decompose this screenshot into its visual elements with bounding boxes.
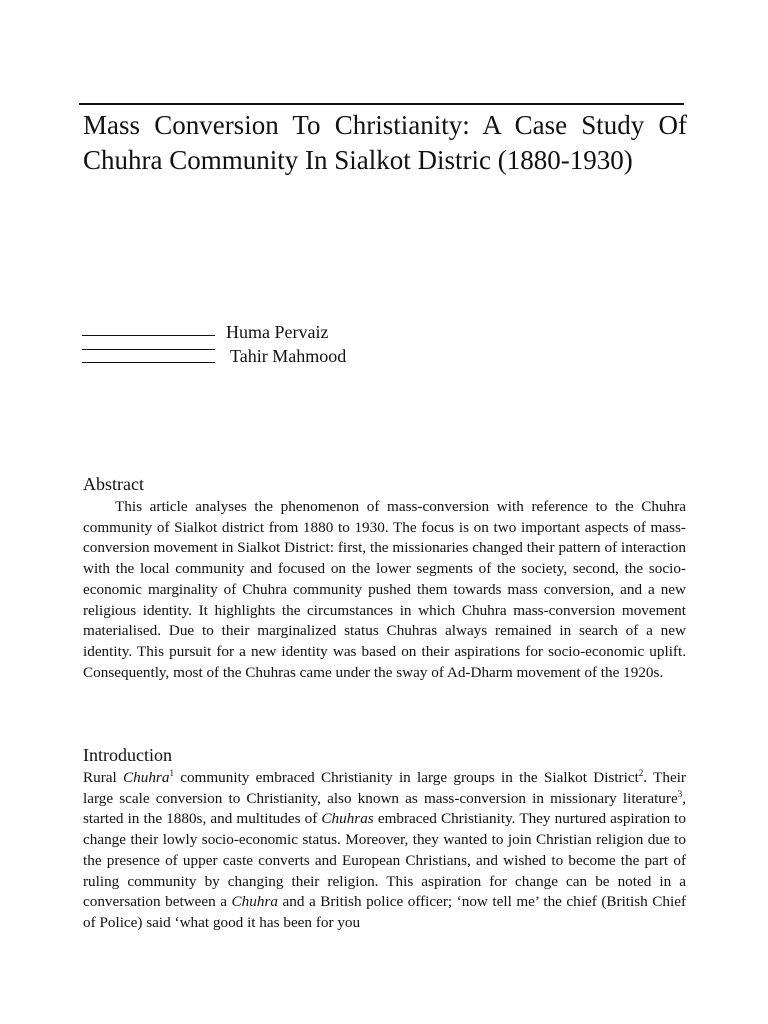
abstract-text: This article analyses the phenomenon of mass-conversion with reference to the Chuhra community of Sialkot district from 1880 to 1930. The focus is on two important aspects of mass-conversion movement in Sialkot District: first, the missionaries changed their pattern of interaction with the local community and focused on the lower segments of the society, second, the socio-economic marginality of Chuhra community pushed them towards mass conversion, and a new religious identity. It highlights the circumstances in which Chuhra mass-conversion movement materialised. Due to their marginalized status Chuhras always remained in search of a new identity. This pursuit for a new identity was based on their aspirations for socio-economic uplift. Consequently, most of the Chuhras came under the sway of Ad-Dharm movement of the 1920s. bbox=[83, 498, 686, 681]
introduction-heading: Introduction bbox=[83, 745, 172, 765]
intro-term-chuhras: Chuhras bbox=[321, 810, 374, 828]
footnote-ref-3[interactable]: 3 bbox=[677, 788, 683, 799]
intro-text-4: , started in the 1880s, and multitudes of bbox=[83, 789, 686, 828]
author-name-2: Tahir Mahmood bbox=[230, 346, 347, 366]
intro-text-5: embraced Christianity. They nurtured aspiration to change their lowly socio-economic status. Moreover, they wanted to join Christian religion due to the presence of upper caste converts and European Christians, and wished to become the part of ruling community by changing their religion. This aspiration for change can be noted in a conversation between a bbox=[83, 810, 686, 911]
author-rule-2b bbox=[82, 362, 215, 363]
intro-text-3: . Their large scale conversion to Christianity, also known as mass-conversion in missionary literature bbox=[83, 769, 686, 807]
author-rule-1 bbox=[82, 335, 215, 336]
intro-term-chuhra-2: Chuhra bbox=[231, 893, 278, 911]
introduction-paragraph bbox=[83, 768, 686, 934]
intro-text-1: Rural bbox=[83, 769, 124, 786]
footnote-ref-1[interactable]: 1 bbox=[169, 767, 174, 778]
intro-term-chuhra: Chuhra bbox=[123, 769, 170, 786]
author-name-1: Huma Pervaiz bbox=[226, 322, 329, 342]
intro-text-6: and a British police officer; ‘now tell me’ the chief (British Chief of Police) said ‘what good it has been for you bbox=[83, 893, 686, 931]
abstract-heading: Abstract bbox=[83, 474, 144, 494]
footnote-ref-2[interactable]: 2 bbox=[638, 767, 644, 778]
title-top-rule bbox=[79, 103, 684, 105]
paper-title: Mass Conversion To Christianity: A Case Study Of Chuhra Community In Sialkot Distric (1880-1930) bbox=[83, 110, 687, 175]
intro-text-2: community embraced Christianity in large groups in the Sialkot District bbox=[173, 769, 639, 786]
author-rule-2a bbox=[82, 349, 215, 350]
